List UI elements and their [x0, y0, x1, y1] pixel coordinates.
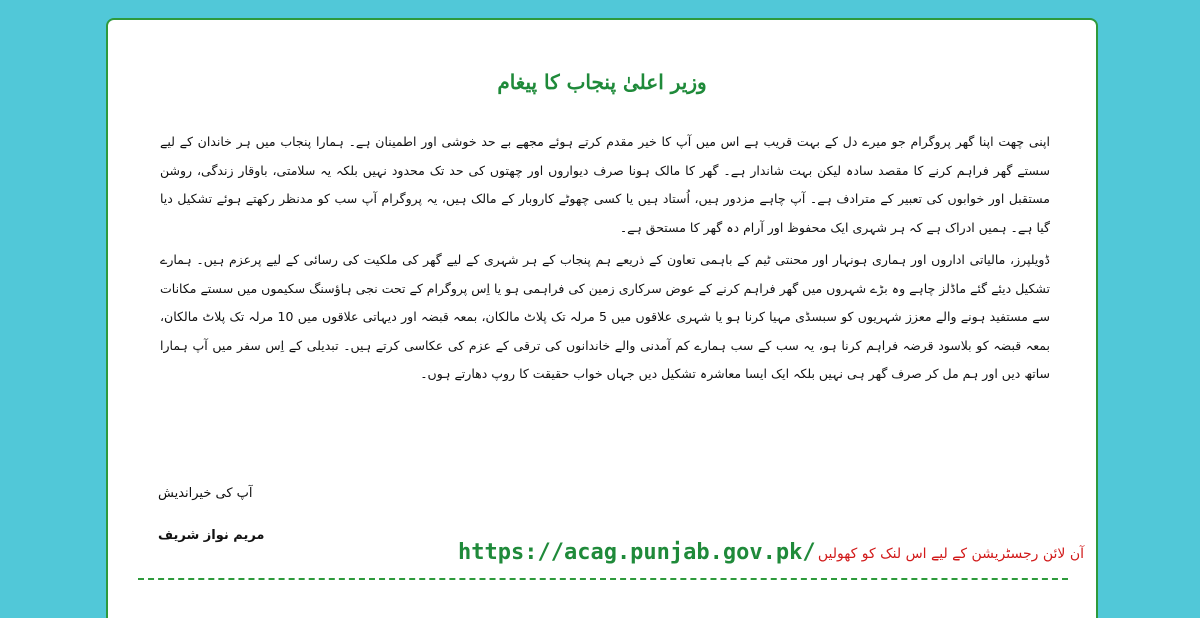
closing-line: آپ کی خیراندیش	[158, 486, 253, 501]
dashed-divider	[138, 578, 1068, 580]
page-title: وزیر اعلیٰ پنجاب کا پیغام	[497, 70, 707, 94]
message-body	[160, 128, 1050, 389]
message-paragraph-1: اپنی چھت اپنا گھر پروگرام جو میرے دل کے بہت قریب ہے اس میں آپ کا خیر مقدم کرتے ہوئے مجھے بے حد خوشی اور اطمینان ہے۔ ہمارا پنجاب میں ہر خاندان کے لیے سستے گھر فراہم کرنے کا مقصد سادہ لیکن بہت شاندار ہے۔ گھر کا مالک ہونا صرف دیواروں اور چھتوں کی حد تک محدود نہیں بلکہ یہ سلامتی، باوقار زندگی، روشن مستقبل اور خوابوں کی تعبیر کے مترادف ہے۔ آپ چاہے مزدور ہیں، اُستاد ہیں یا کسی چھوٹے کاروبار کے مالک ہیں، یہ پروگرام آپ سب کو مدنظر رکھتے ہوئے تشکیل دیا گیا ہے۔ ہمیں ادراک ہے کہ ہر شہری ایک محفوظ اور آرام دہ گھر کا مستحق ہے۔	[160, 134, 1050, 235]
registration-link[interactable]: https://acag.punjab.gov.pk/	[458, 540, 816, 565]
message-card	[106, 18, 1098, 618]
signature-name: مریم نواز شریف	[158, 528, 265, 543]
message-paragraph-2: ڈویلپرز، مالیاتی اداروں اور ہماری ہونہار اور محنتی ٹیم کے باہمی تعاون کے ذریعے ہم پنجاب کے ہر شہری کے لیے گھر کی ملکیت کی رسائی کے لیے پرعزم ہیں۔ ہمارے تشکیل دیئے گئے ماڈلز چاہے وہ بڑے شہروں میں گھر فراہم کرنے کے عوض سرکاری زمین کی فراہمی ہو یا اِس پروگرام کے تحت نجی ہاؤسنگ سکیموں میں سستے مکانات سے مستفید ہونے والے معزز شہریوں کو سبسڈی مہیا کرنا ہو یا شہری علاقوں میں 5 مرلہ تک پلاٹ مالکان، بمعہ قبضہ اور دیہاتی علاقوں میں 10 مرلہ تک پلاٹ مالکان، بمعہ قبضہ کو بلاسود قرضہ فراہم کرنا ہو، یہ سب کے سب ہمارے کم آمدنی والے خاندانوں کی ترقی کے عزم کی عکاسی کرتے ہیں۔ تبدیلی کے اِس سفر میں آپ ہمارا ساتھ دیں اور ہم مل کر صرف گھر ہی نہیں بلکہ ایک ایسا معاشرہ تشکیل دیں جہاں خواب حقیقت کا روپ دھارتے ہوں۔	[160, 252, 1050, 381]
registration-note: آن لائن رجسٹریشن کے لیے اس لنک کو کھولیں	[817, 546, 1084, 562]
